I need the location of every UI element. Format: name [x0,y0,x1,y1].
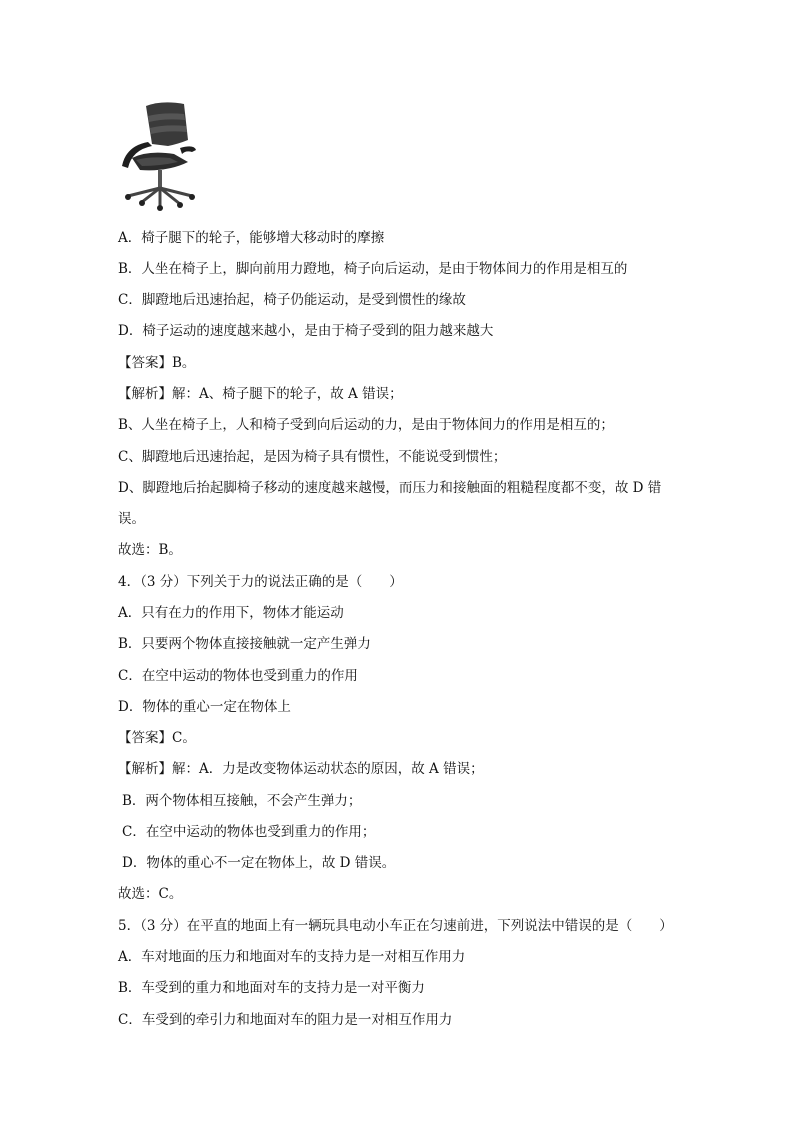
q3-option-b: B．人坐在椅子上，脚向前用力蹬地，椅子向后运动，是由于物体间力的作用是相互的 [118,261,628,277]
q5-option-a: A．车对地面的压力和地面对车的支持力是一对相互作用力 [118,949,466,965]
office-chair-image [118,100,198,215]
q5-stem: 5．（3 分）在平直的地面上有一辆玩具电动小车正在匀速前进，下列说法中错误的是（ ） [118,918,673,934]
q5-option-b: B．车受到的重力和地面对车的支持力是一对平衡力 [118,980,425,996]
q3-analysis-line: C、脚蹬地后迅速抬起，是因为椅子具有惯性，不能说受到惯性； [118,449,507,465]
q3-analysis-line: B、人坐在椅子上，人和椅子受到向后运动的力，是由于物体间力的作用是相互的； [118,417,614,433]
q4-analysis-line: B．两个物体相互接触，不会产生弹力； [122,793,362,809]
q4-analysis-line: D．物体的重心不一定在物体上，故 D 错误。 [122,855,396,871]
q3-option-d: D．椅子运动的速度越来越小，是由于椅子受到的阻力越来越大 [118,323,494,339]
q4-option-c: C．在空中运动的物体也受到重力的作用 [118,668,358,684]
q3-answer: 【答案】B。 [118,355,196,371]
q3-analysis-line: D、脚蹬地后抬起脚椅子移动的速度越来越慢，而压力和接触面的粗糙程度都不变，故 D 错 [118,480,662,496]
q3-analysis-line: 误。 [118,511,145,527]
q3-option-c: C．脚蹬地后迅速抬起，椅子仍能运动，是受到惯性的缘故 [118,292,466,308]
q4-option-d: D．物体的重心一定在物体上 [118,699,291,715]
q4-option-a: A．只有在力的作用下，物体才能运动 [118,605,344,621]
q4-analysis-line: 【解析】解：A．力是改变物体运动状态的原因，故 A 错误； [118,761,484,777]
q4-analysis-line: C．在空中运动的物体也受到重力的作用； [122,824,376,840]
q3-option-a: A．椅子腿下的轮子，能够增大移动时的摩擦 [118,230,385,246]
q4-stem: 4．（3 分）下列关于力的说法正确的是（ ） [118,574,403,590]
q4-option-b: B．只要两个物体直接接触就一定产生弹力 [118,636,371,652]
q3-analysis-line: 【解析】解：A、椅子腿下的轮子，故 A 错误； [118,386,403,402]
q5-option-c: C．车受到的牵引力和地面对车的阻力是一对相互作用力 [118,1012,453,1028]
q4-answer: 【答案】C。 [118,730,196,746]
q3-choice: 故选：B。 [118,542,182,558]
q4-choice: 故选：C。 [118,886,183,902]
